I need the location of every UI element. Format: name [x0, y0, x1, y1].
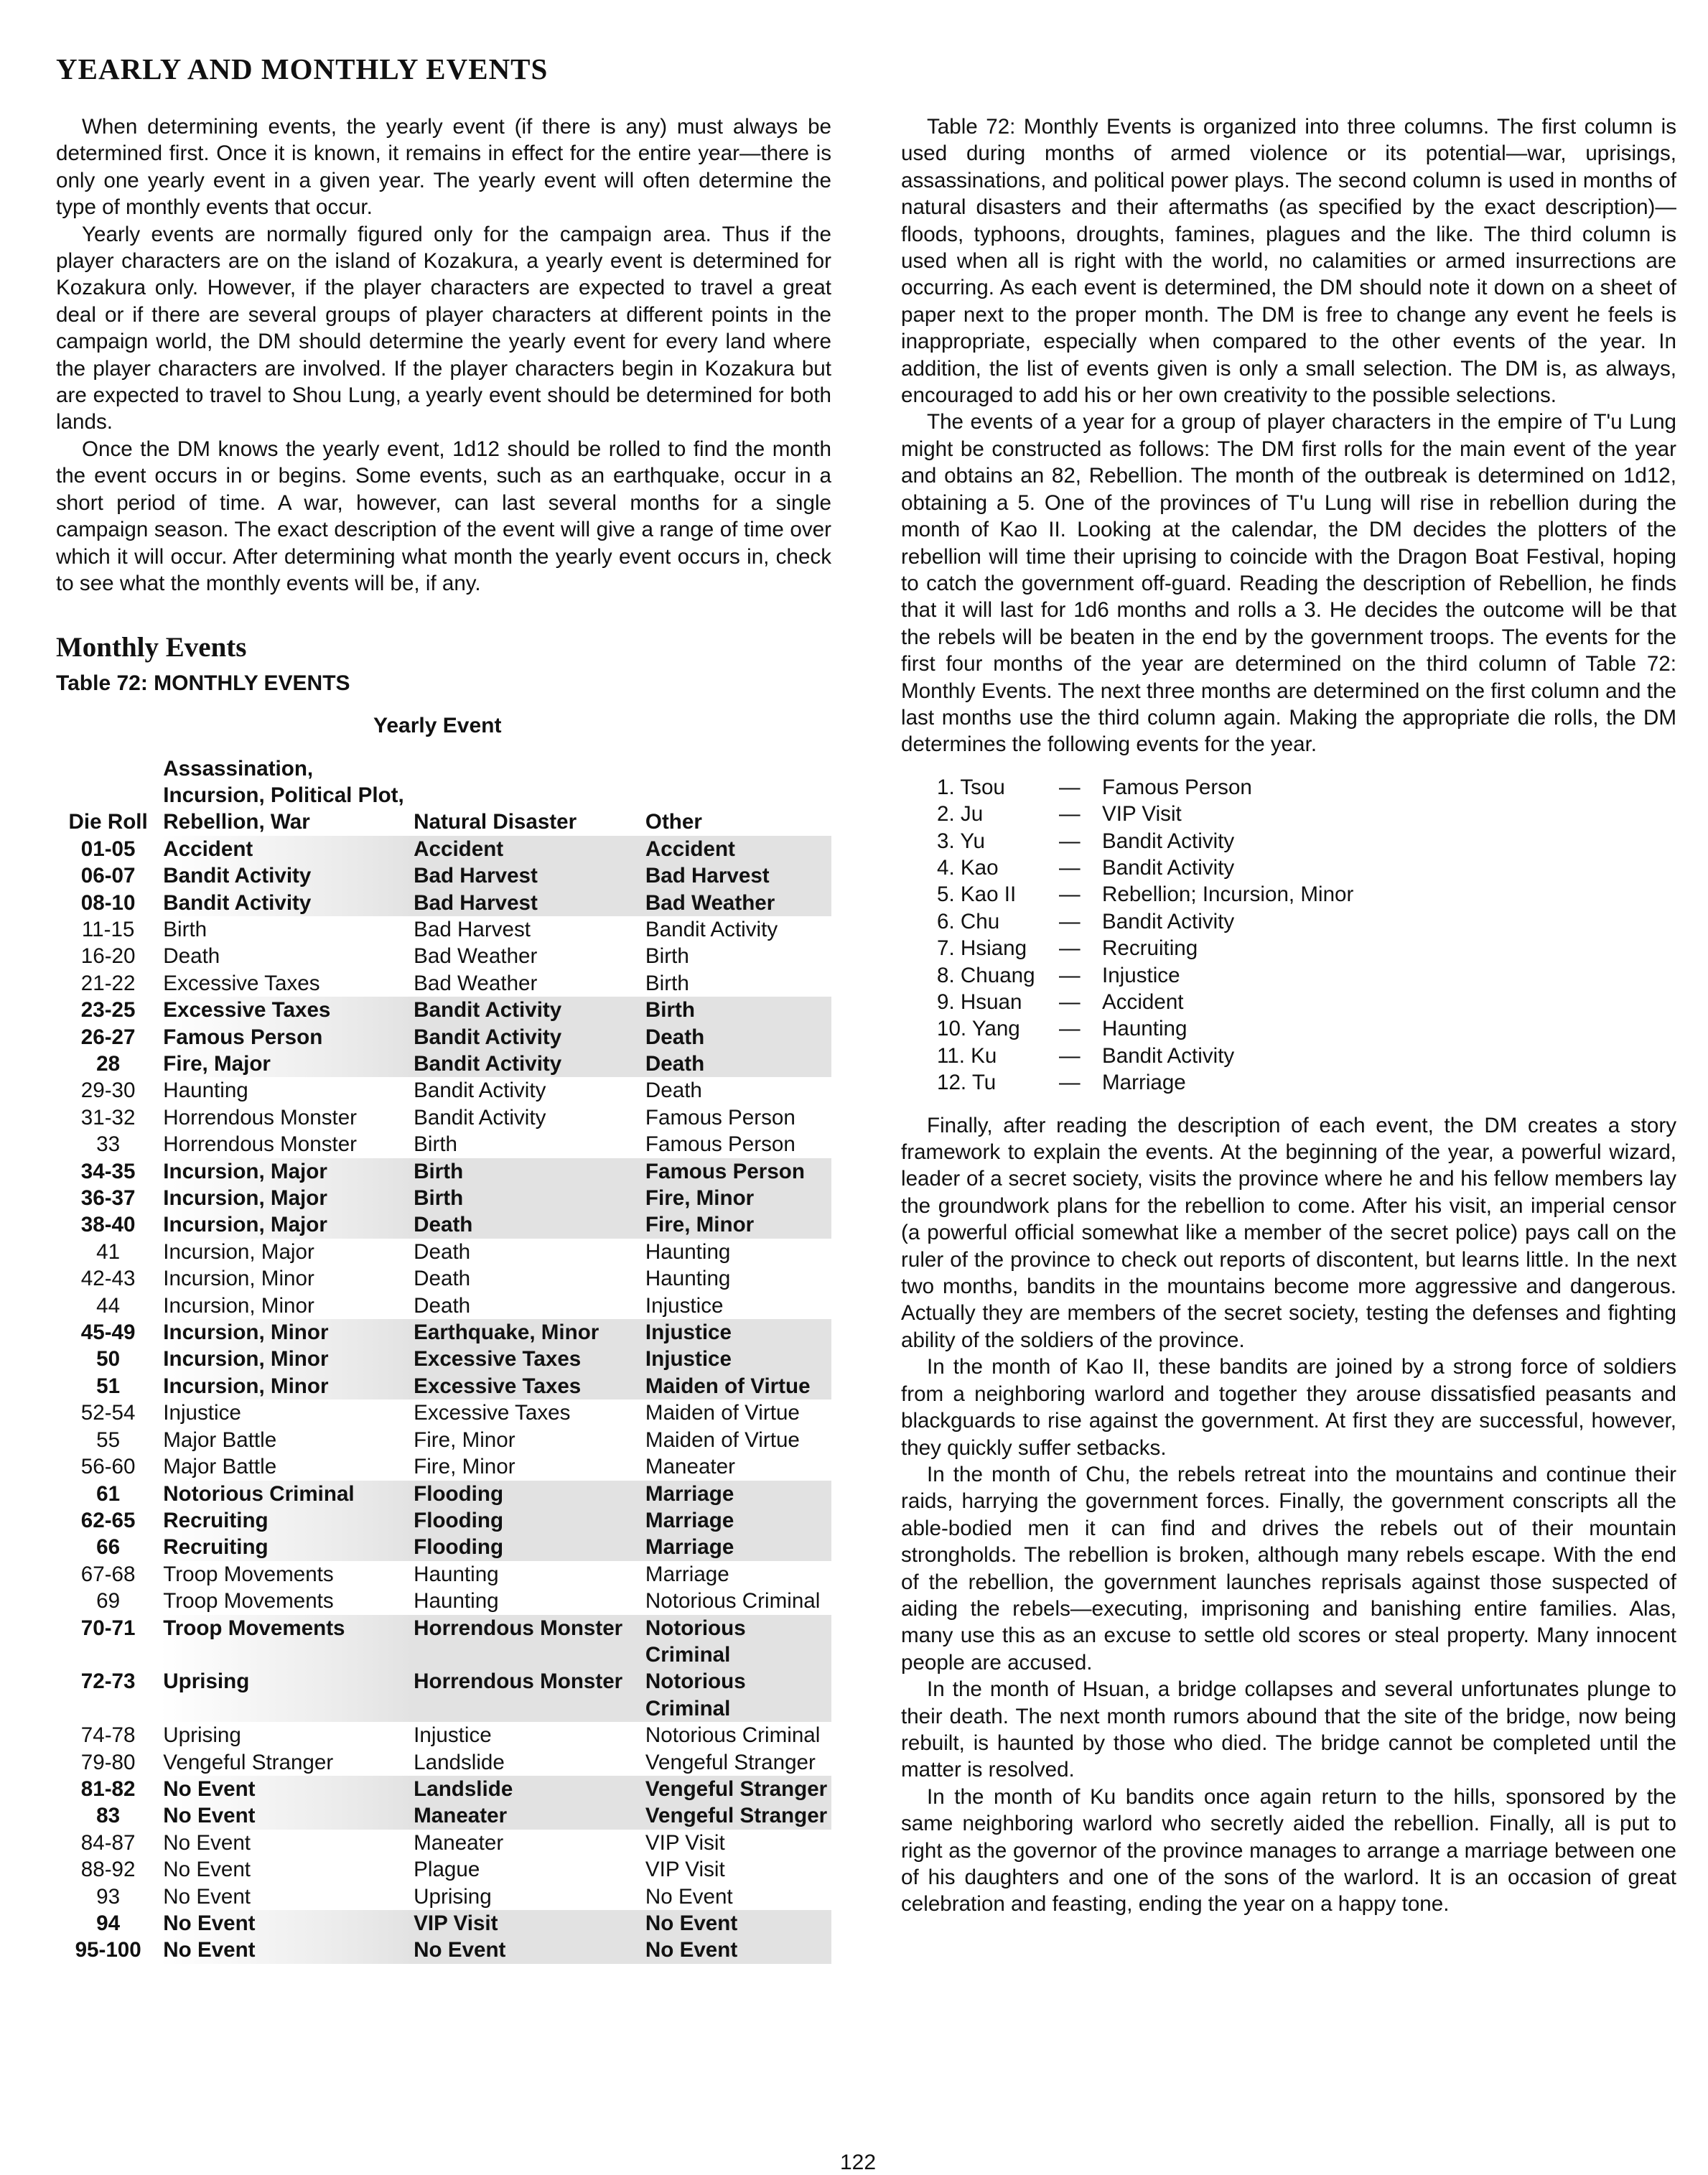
other-cell: Bad Harvest	[645, 862, 831, 889]
assassination-cell: Incursion, Minor	[160, 1319, 414, 1346]
month-event: Famous Person	[1102, 775, 1252, 799]
section-heading-monthly-events: Monthly Events	[56, 632, 247, 663]
table-row	[56, 1802, 831, 1829]
natural-disaster-cell: Maneater	[414, 1802, 645, 1829]
die-roll-cell: 23-25	[80, 998, 136, 1023]
other-cell: Death	[645, 1079, 702, 1103]
assassination-cell: No Event	[160, 1776, 414, 1802]
other-cell: Maiden of Virtue	[645, 1428, 800, 1452]
col-header-natural-disaster: Natural Disaster	[414, 810, 577, 834]
natural-disaster-cell: Fire, Minor	[414, 1428, 515, 1452]
month-dash: —	[1059, 829, 1081, 853]
month-row	[937, 774, 1676, 801]
assassination-cell: Injustice	[163, 1401, 241, 1425]
assassination-cell: No Event	[160, 1937, 414, 1963]
die-roll-cell: 74-78	[80, 1723, 136, 1748]
example-paragraph: The events of a year for a group of player characters in the empire of T'u Lung might be constructed as follows: The DM first rolls for the main event of the year and obtains an 82, Rebellion. The month of the outbreak is determined on 1d12, obtaining a 5. One of the provinces of T'u Lung will rise in rebellion during the month of Kao II. Looking at the calendar, the DM decides the plotters of the rebellion will time their uprising to coincide with the Dragon Boat Festival, hoping to catch the government off-guard. Reading the description of Rebellion, he finds that it will last for 1d6 months and rolls a 3. He decides the outcome will be that the rebels will be beaten in the end by the government troops. The events for the first four months of the year are determined on the third column of Table 72: Monthly Events. The next three months are determined on the first column and the last months use the third column again. Making the appropriate die rolls, the DM determines the following events for the year.	[901, 410, 1676, 757]
month-name: 4. Kao	[937, 855, 999, 880]
month-dash: —	[1059, 963, 1081, 987]
table-row	[56, 1534, 831, 1560]
monthly-events-table	[56, 712, 831, 1964]
natural-disaster-cell: No Event	[414, 1937, 645, 1963]
month-name: 12. Tu	[937, 1071, 997, 1095]
assassination-cell: Uprising	[160, 1668, 414, 1722]
natural-disaster-cell: Bandit Activity	[414, 997, 645, 1023]
month-name: 9. Hsuan	[937, 990, 1022, 1014]
die-roll-cell: 21-22	[80, 971, 136, 995]
assassination-cell: Notorious Criminal	[160, 1481, 414, 1507]
table-row	[56, 916, 831, 943]
table-header-row	[56, 755, 831, 836]
month-row	[937, 854, 1676, 881]
month-row	[937, 881, 1676, 908]
yearly-event-heading: Yearly Event	[373, 714, 502, 738]
story-paragraph: In the month of Kao II, these bandits are joined by a strong force of soldiers from a neighboring warlord and together they arouse dissatisfied peasants and blackguards to rise against the government. At first they are successful, however, they quickly suffer setbacks.	[901, 1355, 1676, 1460]
table-row	[56, 1185, 831, 1211]
month-dash: —	[1059, 909, 1081, 933]
table-row	[56, 1668, 831, 1722]
assassination-cell: Accident	[160, 836, 414, 862]
month-event: Bandit Activity	[1102, 1043, 1235, 1068]
assassination-cell: Troop Movements	[160, 1615, 414, 1669]
month-name: 2. Ju	[937, 802, 984, 826]
month-name: 11. Ku	[937, 1043, 997, 1068]
table-row	[56, 1427, 831, 1453]
die-roll-cell: 16-20	[80, 944, 136, 969]
month-name: 7. Hsiang	[937, 936, 1027, 961]
col-header-die-roll: Die Roll	[68, 810, 148, 834]
die-roll-cell: 95-100	[75, 1938, 141, 1962]
assassination-cell: Major Battle	[163, 1455, 277, 1479]
assassination-cell: Incursion, Major	[160, 1185, 414, 1211]
left-column	[56, 113, 831, 1964]
table-body	[56, 836, 831, 1964]
assassination-cell: Death	[163, 944, 220, 969]
month-name: 6. Chu	[937, 909, 1000, 933]
other-cell: Famous Person	[645, 1105, 795, 1130]
events-grid	[56, 755, 831, 1964]
natural-disaster-cell: Death	[414, 1267, 471, 1291]
other-cell: Injustice	[645, 1346, 831, 1372]
table-row	[56, 1104, 831, 1131]
die-roll-cell: 93	[96, 1884, 121, 1909]
other-cell: Marriage	[645, 1481, 831, 1507]
natural-disaster-cell: Bandit Activity	[414, 1051, 645, 1077]
assassination-cell: Horrendous Monster	[163, 1132, 358, 1157]
other-cell: Maneater	[645, 1455, 735, 1479]
other-cell: Vengeful Stranger	[645, 1750, 816, 1774]
month-dash: —	[1059, 1017, 1081, 1041]
assassination-cell: Incursion, Minor	[163, 1267, 314, 1291]
month-event: VIP Visit	[1102, 802, 1182, 826]
assassination-cell: Bandit Activity	[160, 862, 414, 889]
month-event: Rebellion; Incursion, Minor	[1102, 882, 1354, 907]
month-event-list	[937, 774, 1676, 1096]
die-roll-cell: 72-73	[80, 1669, 136, 1694]
die-roll-cell: 83	[96, 1804, 121, 1828]
natural-disaster-cell: Plague	[414, 1858, 480, 1882]
assassination-cell: Birth	[163, 917, 207, 941]
other-cell: Notorious Criminal	[645, 1723, 821, 1748]
natural-disaster-cell: Landslide	[414, 1750, 505, 1774]
die-roll-cell: 70-71	[80, 1616, 136, 1640]
month-event: Recruiting	[1102, 936, 1198, 961]
other-cell: Birth	[645, 944, 689, 969]
natural-disaster-cell: Horrendous Monster	[414, 1615, 645, 1669]
month-row	[937, 935, 1676, 961]
natural-disaster-cell: Death	[414, 1293, 471, 1318]
natural-disaster-cell: Bad Weather	[414, 971, 538, 995]
other-cell: Maiden of Virtue	[645, 1373, 831, 1399]
die-roll-cell: 62-65	[80, 1508, 136, 1532]
other-cell: Vengeful Stranger	[645, 1776, 831, 1802]
natural-disaster-cell: Flooding	[414, 1507, 645, 1534]
table-row	[56, 1293, 831, 1319]
other-cell: No Event	[645, 1884, 733, 1909]
natural-disaster-cell: Birth	[414, 1185, 645, 1211]
table-row	[56, 1883, 831, 1910]
table-row	[56, 1158, 831, 1185]
die-roll-cell: 52-54	[80, 1401, 136, 1425]
die-roll-cell: 69	[96, 1589, 121, 1613]
other-cell: No Event	[645, 1937, 831, 1963]
intro-paragraph: Yearly events are normally figured only for the campaign area. Thus if the player characters are on the island of Kozakura, a yearly event is determined for Kozakura only. However, if the player characters are expected to travel a great deal or if there are several groups of player characters at different points in the campaign world, the DM should determine the yearly event for every land where the player characters are involved. If the player characters begin in Kozakura but are expected to travel to Shou Lung, a yearly event should be determined for both lands.	[56, 222, 831, 434]
die-roll-cell: 42-43	[80, 1267, 136, 1291]
story-paragraph: In the month of Chu, the rebels retreat into the mountains and continue their raids, harrying the government forces. Finally, the government conscripts all the able-bodied men it can find and drives the rebels out of their mountain strongholds. The rebellion is broken, although many rebels escape. With the end of the rebellion, the government launches reprisals against those suspected of aiding the rebels—executing, imprisoning and banishing entire families. Alas, many use this as an excuse to settle old scores or steal property. Many innocent people are accused.	[901, 1462, 1676, 1675]
natural-disaster-cell: Birth	[414, 1132, 458, 1157]
explanation-paragraph: Table 72: Monthly Events is organized into three columns. The first column is used during months of armed violence or its potential—war, uprisings, assassinations, and political power plays. The second column is used in months of natural disasters and their aftermaths (as specified by the exact description)—floods, typhoons, droughts, famines, plagues and the like. The third column is used when all is right with the world, no calamities or armed insurrections are occurring. As each event is determined, the DM should note it down on a sheet of paper next to the proper month. The DM is free to change any event he feels is inappropriate, especially when compared to the other events of the year. In addition, the list of events given is only a small selection. The DM is, as always, encouraged to add his or her own creativity to the possible selections.	[901, 115, 1676, 408]
other-cell: Famous Person	[645, 1158, 831, 1185]
table-row	[56, 1373, 831, 1399]
col-header-other: Other	[645, 810, 702, 834]
die-roll-cell: 34-35	[80, 1159, 136, 1183]
other-cell: Birth	[645, 971, 689, 995]
other-cell: Haunting	[645, 1267, 731, 1291]
month-row	[937, 1015, 1676, 1042]
page-title: YEARLY AND MONTHLY EVENTS	[56, 52, 549, 85]
assassination-cell: Recruiting	[160, 1534, 414, 1560]
table-row	[56, 1051, 831, 1077]
table-row	[56, 1399, 831, 1426]
die-roll-cell: 38-40	[80, 1213, 136, 1237]
intro-paragraph: Once the DM knows the yearly event, 1d12 should be rolled to find the month the event occurs in or begins. Some events, such as an earthquake, occur in a short period of time. A war, however, can last several months for a single campaign season. The exact description of the event will give a range of time over which it will occur. After determining what month the yearly event occurs in, check to see what the monthly events will be, if any.	[56, 437, 831, 595]
other-cell: Marriage	[645, 1534, 831, 1560]
table-row	[56, 970, 831, 997]
natural-disaster-cell: Flooding	[414, 1534, 645, 1560]
die-roll-cell: 33	[96, 1132, 121, 1157]
other-cell: Notorious Criminal	[645, 1589, 821, 1613]
story-paragraph: In the month of Ku bandits once again return to the hills, sponsored by the same neighboring warlord who secretly aided the rebellion. Finally, all is put to right as the governor of the province manages to arrange a marriage between one of his daughters and one of the sons of the warlord. It is an occasion of great celebration and feasting, ending the year on a happy tone.	[901, 1784, 1676, 1916]
table-row	[56, 1131, 831, 1158]
natural-disaster-cell: Accident	[414, 836, 645, 862]
table-row	[56, 1239, 831, 1265]
month-row	[937, 801, 1676, 827]
assassination-cell: Incursion, Major	[160, 1158, 414, 1185]
assassination-cell: Excessive Taxes	[163, 971, 320, 995]
month-dash: —	[1059, 936, 1081, 961]
other-cell: No Event	[645, 1910, 831, 1937]
month-event: Bandit Activity	[1102, 909, 1235, 933]
month-event: Bandit Activity	[1102, 855, 1235, 880]
month-row	[937, 962, 1676, 989]
col-header-assassination: Assassination, Incursion, Political Plot, Rebellion, War	[163, 756, 404, 834]
other-cell: Injustice	[645, 1293, 724, 1318]
table-row	[56, 1615, 831, 1669]
die-roll-cell: 94	[96, 1911, 121, 1935]
assassination-cell: Bandit Activity	[160, 890, 414, 916]
die-roll-cell: 26-27	[80, 1025, 136, 1049]
assassination-cell: Fire, Major	[160, 1051, 414, 1077]
other-cell: Bandit Activity	[645, 917, 778, 941]
die-roll-cell: 81-82	[80, 1776, 136, 1801]
die-roll-cell: 36-37	[80, 1186, 136, 1211]
other-cell: Fire, Minor	[645, 1185, 831, 1211]
table-row	[56, 836, 831, 862]
table-row	[56, 1077, 831, 1104]
die-roll-cell: 50	[96, 1347, 121, 1371]
natural-disaster-cell: Bad Harvest	[414, 890, 645, 916]
table-row	[56, 1265, 831, 1292]
month-row	[937, 1069, 1676, 1096]
month-event: Accident	[1102, 990, 1184, 1014]
natural-disaster-cell: Excessive Taxes	[414, 1346, 645, 1372]
assassination-cell: No Event	[160, 1910, 414, 1937]
natural-disaster-cell: Excessive Taxes	[414, 1373, 645, 1399]
natural-disaster-cell: Bad Harvest	[414, 917, 531, 941]
table-row	[56, 1481, 831, 1507]
table-row	[56, 1856, 831, 1883]
die-roll-cell: 41	[96, 1239, 121, 1264]
natural-disaster-cell: Injustice	[414, 1723, 492, 1748]
table-row	[56, 943, 831, 969]
die-roll-cell: 31-32	[80, 1105, 136, 1130]
other-cell: Injustice	[645, 1319, 831, 1346]
table-row	[56, 1749, 831, 1776]
intro-paragraph: When determining events, the yearly event (if there is any) must always be determined first. Once it is known, it remains in effect for the entire year—there is only one yearly event in a given year. The yearly event will often determine the type of monthly events that occur.	[56, 115, 831, 220]
month-row	[937, 908, 1676, 935]
natural-disaster-cell: Death	[414, 1211, 645, 1238]
table-row	[56, 1561, 831, 1588]
die-roll-cell: 61	[96, 1481, 121, 1506]
natural-disaster-cell: Excessive Taxes	[414, 1401, 571, 1425]
natural-disaster-cell: Bad Harvest	[414, 862, 645, 889]
month-dash: —	[1059, 1043, 1081, 1068]
table-row	[56, 890, 831, 916]
other-cell: Vengeful Stranger	[645, 1802, 831, 1829]
assassination-cell: Recruiting	[160, 1507, 414, 1534]
table-row	[56, 1024, 831, 1051]
natural-disaster-cell: Flooding	[414, 1481, 645, 1507]
natural-disaster-cell: Birth	[414, 1158, 645, 1185]
die-roll-cell: 88-92	[80, 1858, 136, 1882]
month-dash: —	[1059, 882, 1081, 907]
assassination-cell: No Event	[160, 1802, 414, 1829]
table-row	[56, 1776, 831, 1802]
other-cell: Notorious Criminal	[645, 1668, 831, 1722]
table-row	[56, 1507, 831, 1534]
natural-disaster-cell: Death	[414, 1239, 471, 1264]
other-cell: Marriage	[645, 1562, 729, 1586]
other-cell: Death	[645, 1051, 831, 1077]
table-row	[56, 1830, 831, 1856]
table-row	[56, 1722, 831, 1748]
die-roll-cell: 28	[96, 1052, 121, 1076]
month-dash: —	[1059, 1071, 1081, 1095]
natural-disaster-cell: Bad Weather	[414, 944, 538, 969]
die-roll-cell: 08-10	[80, 890, 136, 915]
assassination-cell: Troop Movements	[163, 1562, 334, 1586]
assassination-cell: Incursion, Minor	[163, 1293, 314, 1318]
die-roll-cell: 51	[96, 1374, 121, 1398]
month-event: Haunting	[1102, 1017, 1187, 1041]
die-roll-cell: 66	[96, 1535, 121, 1560]
story-paragraph: Finally, after reading the description of each event, the DM creates a story framework to explain the events. At the beginning of the year, a powerful wizard, leader of a secret society, visits the province where he and his fellow members lay the groundwork plans for the rebellion to come. After his visit, an imperial censor (a powerful official somewhat like a member of the secret police) pays call on the ruler of the province to check out reports of discontent, but learns little. In the next two months, bandits in the mountains become more aggressive and dangerous. Actually they are members of the secret society, testing the defenses and fighting ability of the soldiers of the province.	[901, 1113, 1676, 1352]
natural-disaster-cell: Maneater	[414, 1830, 504, 1855]
assassination-cell: Excessive Taxes	[160, 997, 414, 1023]
assassination-cell: Vengeful Stranger	[163, 1750, 334, 1774]
other-cell: Accident	[645, 836, 831, 862]
die-roll-cell: 06-07	[80, 864, 136, 888]
natural-disaster-cell: Bandit Activity	[414, 1105, 546, 1130]
die-roll-cell: 84-87	[80, 1830, 136, 1855]
month-row	[937, 989, 1676, 1015]
table-row	[56, 1211, 831, 1238]
month-dash: —	[1059, 855, 1081, 880]
month-name: 1. Tsou	[937, 775, 1005, 799]
month-name: 10. Yang	[937, 1017, 1020, 1041]
natural-disaster-cell: Horrendous Monster	[414, 1668, 645, 1722]
natural-disaster-cell: Earthquake, Minor	[414, 1319, 645, 1346]
month-event: Bandit Activity	[1102, 829, 1235, 853]
story-paragraph: In the month of Hsuan, a bridge collapses and several unfortunates plunge to their death. The next month rumors abound that the site of the bridge, now being rebuilt, is haunted by those who died. The bridge cannot be completed until the matter is resolved.	[901, 1677, 1676, 1782]
table-row	[56, 1588, 831, 1614]
month-event: Marriage	[1102, 1071, 1186, 1095]
assassination-cell: Uprising	[163, 1723, 241, 1748]
month-row	[937, 1043, 1676, 1069]
assassination-cell: Haunting	[163, 1079, 248, 1103]
other-cell: Fire, Minor	[645, 1211, 831, 1238]
assassination-cell: Horrendous Monster	[163, 1105, 358, 1130]
assassination-cell: Incursion, Minor	[160, 1373, 414, 1399]
die-roll-cell: 44	[96, 1293, 121, 1318]
other-cell: Haunting	[645, 1239, 731, 1264]
natural-disaster-cell: Bandit Activity	[414, 1024, 645, 1051]
natural-disaster-cell: Uprising	[414, 1884, 492, 1909]
month-dash: —	[1059, 775, 1081, 799]
assassination-cell: Troop Movements	[163, 1589, 334, 1613]
assassination-cell: Incursion, Major	[160, 1211, 414, 1238]
natural-disaster-cell: Bandit Activity	[414, 1079, 546, 1103]
table-row	[56, 1910, 831, 1937]
natural-disaster-cell: Haunting	[414, 1589, 499, 1613]
month-event: Injustice	[1102, 963, 1180, 987]
table-row	[56, 1319, 831, 1346]
month-dash: —	[1059, 802, 1081, 826]
die-roll-cell: 56-60	[80, 1455, 136, 1479]
assassination-cell: No Event	[163, 1884, 251, 1909]
die-roll-cell: 11-15	[81, 917, 135, 941]
other-cell: Famous Person	[645, 1132, 795, 1157]
die-roll-cell: 45-49	[80, 1321, 136, 1345]
other-cell: VIP Visit	[645, 1858, 725, 1882]
other-cell: Bad Weather	[645, 890, 831, 916]
month-name: 3. Yu	[937, 829, 985, 853]
assassination-cell: No Event	[163, 1858, 251, 1882]
other-cell: Death	[645, 1024, 831, 1051]
table-row	[56, 1453, 831, 1480]
assassination-cell: No Event	[163, 1830, 251, 1855]
assassination-cell: Incursion, Minor	[160, 1346, 414, 1372]
page-number: 122	[840, 2151, 877, 2174]
table-caption: Table 72: MONTHLY EVENTS	[56, 671, 350, 695]
assassination-cell: Incursion, Major	[163, 1239, 314, 1264]
natural-disaster-cell: Haunting	[414, 1562, 499, 1586]
table-row	[56, 997, 831, 1023]
table-row	[56, 1346, 831, 1372]
table-row	[56, 862, 831, 889]
die-roll-cell: 29-30	[80, 1079, 136, 1103]
other-cell: Birth	[645, 997, 831, 1023]
assassination-cell: Famous Person	[160, 1024, 414, 1051]
other-cell: Maiden of Virtue	[645, 1401, 800, 1425]
month-dash: —	[1059, 990, 1081, 1014]
assassination-cell: Major Battle	[163, 1428, 277, 1452]
other-cell: VIP Visit	[645, 1830, 725, 1855]
natural-disaster-cell: Fire, Minor	[414, 1455, 515, 1479]
other-cell: Marriage	[645, 1507, 831, 1534]
month-name: 8. Chuang	[937, 963, 1035, 987]
die-roll-cell: 55	[96, 1428, 121, 1452]
month-row	[937, 828, 1676, 854]
natural-disaster-cell: VIP Visit	[414, 1910, 645, 1937]
right-column	[901, 113, 1676, 1918]
table-row	[56, 1937, 831, 1963]
die-roll-cell: 67-68	[80, 1562, 136, 1586]
natural-disaster-cell: Landslide	[414, 1776, 645, 1802]
other-cell: Notorious Criminal	[645, 1615, 831, 1669]
die-roll-cell: 79-80	[80, 1750, 136, 1774]
die-roll-cell: 01-05	[80, 837, 136, 861]
month-name: 5. Kao II	[937, 882, 1017, 907]
